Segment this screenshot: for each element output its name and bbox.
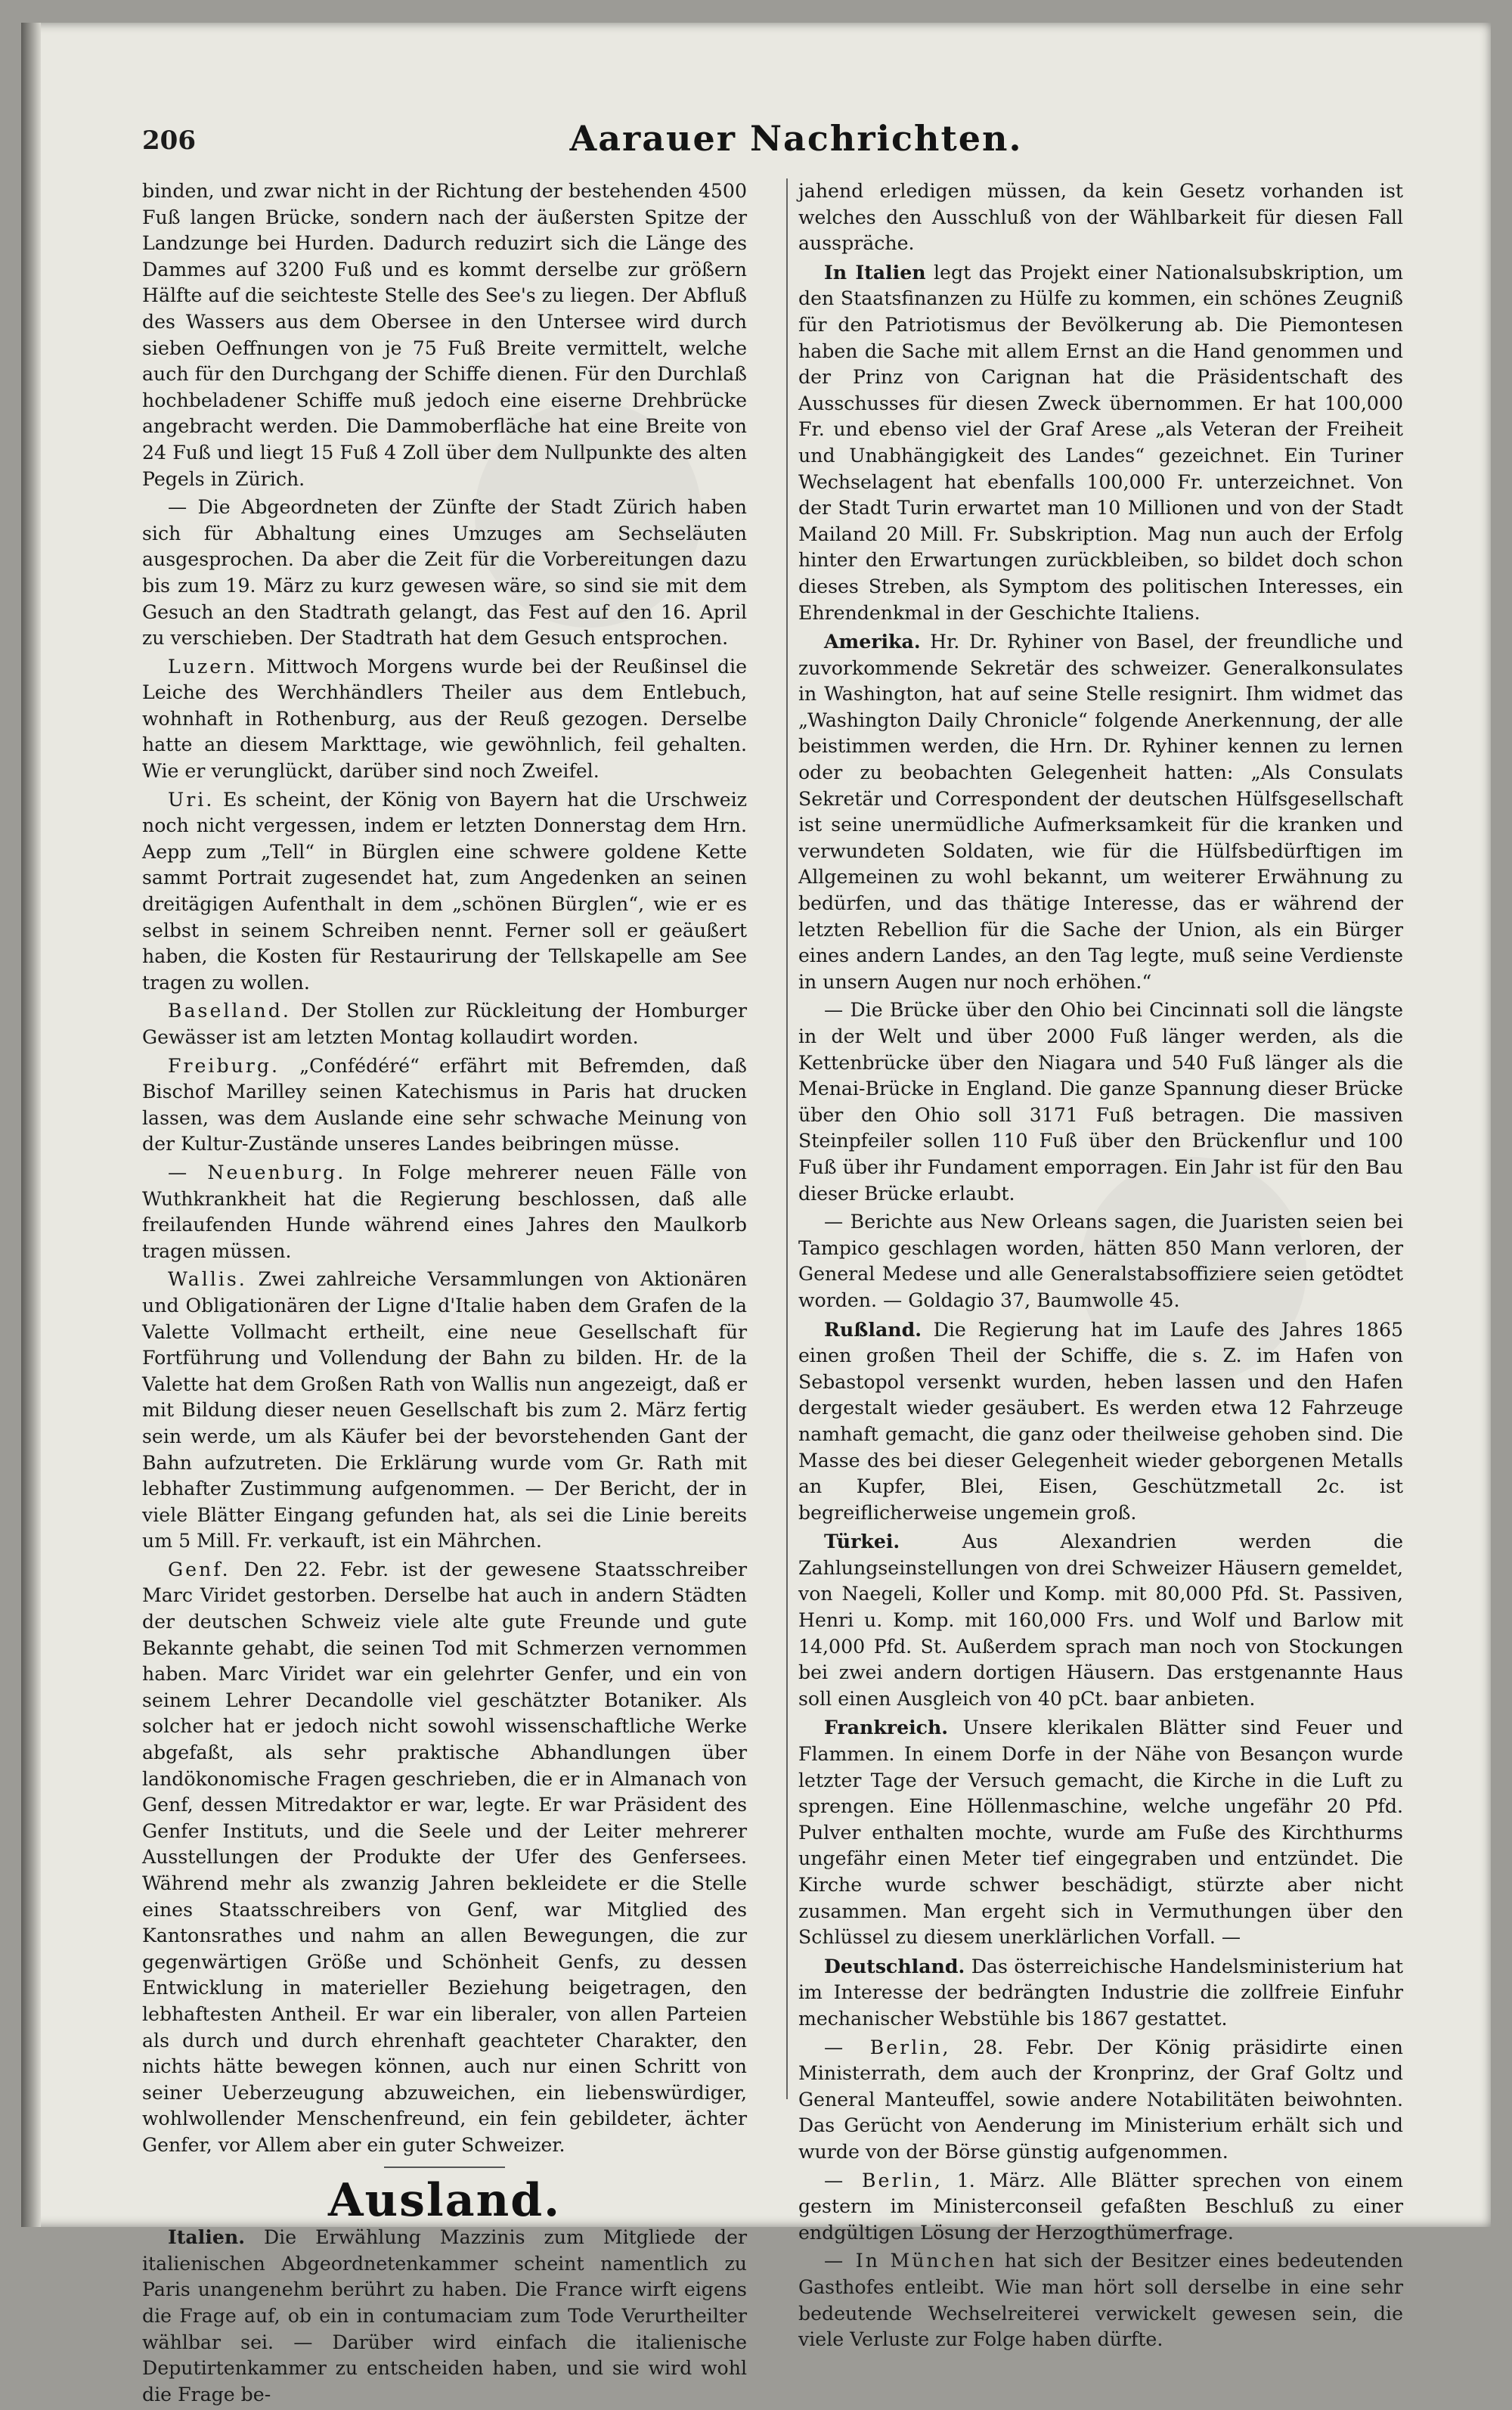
paragraph-text: 28. Febr. Der König präsidirte einen Ministerrath, dem auch der Kronprinz, der Graf Goltz und General Manteuffel, sowie andere Notabilitäten beiwohnten. Das Gerücht von Aenderung im Ministerium erhält sich und wurde von der Börse günstig aufgenommen.: [798, 2036, 1403, 2163]
article-paragraph: [798, 1714, 1403, 1950]
dateline: — Berlin,: [824, 2036, 951, 2058]
paragraph-text: Es scheint, der König von Bayern hat die Urschweiz noch nicht vergessen, indem er letzten Donnerstag dem Hrn. Aepp zum „Tell“ in Bürglen eine schwere goldene Kette sammt Portrait zugesendet hat, zum Angedenken an seinen dreitägigen Aufenthalt in dem „schönen Bürglen“, wie er es selbst in seinem Schreiben nennt. Ferner soll er geäußert haben, die Kosten für Restaurirung der Tellskapelle am See tragen zu wollen.: [142, 788, 747, 994]
dateline: Genf.: [168, 1558, 231, 1580]
paragraph-text: legt das Projekt einer Nationalsubskription, um den Staatsfinanzen zu Hülfe zu kommen, ein schönes Zeugniß für den Patriotismus der Bevölkerung ab. Die Piemontesen haben die Sache mit allem Ernst an die Hand genommen und der Prinz von Carignan hat die Präsidentschaft des Ausschusses für diesen Zweck übernommen. Er hat 100,000 Fr. und ebenso viel der Graf Arese „als Veteran der Freiheit und Unabhängigkeit des Landes“ gezeichnet. Ein Turiner Wechselagent hat ebenfalls 100,000 Fr. unterzeichnet. Von der Stadt Turin erwartet man 10 Millionen und von der Stadt Mailand 20 Mill. Fr. Subskription. Mag nun auch der Erfolg hinter den Erwartungen zurückbleiben, so bildet doch schon dieses Streben, als Symptom des politischen Interesses, ein Ehrendenkmal in der Geschichte Italiens.: [798, 261, 1403, 624]
page-header: [142, 115, 1450, 168]
paragraph-text: Mittwoch Morgens wurde bei der Reußinsel die Leiche des Werchhändlers Theiler aus dem Entlebuch, wohnhaft in Rothenburg, aus der Reuß gezogen. Derselbe hatte an diesem Markttage, wie gewöhnlich, feil gehalten. Wie er verunglückt, darüber sind noch Zweifel.: [142, 655, 747, 783]
dateline: — Berlin,: [824, 2169, 943, 2191]
article-paragraph: [142, 787, 747, 997]
paragraph-text: „Confédéré“ erfährt mit Befremden, daß Bischof Marilley seinen Katechismus in Paris hat drucken lassen, was dem Auslande eine sehr schwache Meinung von der Kultur-Zustände unseres Landes beibringen müsse.: [142, 1054, 747, 1155]
dateline: In Italien: [824, 260, 926, 284]
article-paragraph: — Die Abgeordneten der Zünfte der Stadt Zürich haben sich für Abhaltung eines Umzuges am Sechseläuten ausgesprochen. Da aber die Zeit für die Vorbereitungen dazu bis zum 19. März zu kurz gewesen wäre, so sind sie mit dem Gesuch an den Stadtrath gelangt, das Fest auf den 16. April zu verschieben. Der Stadtrath hat dem Gesuch entsprochen.: [142, 496, 747, 650]
dateline: Luzern.: [168, 655, 258, 678]
paragraph-text: Die Regierung hat im Laufe des Jahres 1865 einen großen Theil der Schiffe, die s. Z. im Hafen von Sebastopol versenkt wurden, heben lassen und den Hafen dergestalt wieder gesäubert. Es werden etwa 12 Fahrzeuge namhaft gemacht, die ganz oder theilweise gehoben sind. Die Masse des bei dieser Gelegenheit wieder geborgenen Metalls an Kupfer, Blei, Eisen, Geschützmetall 2c. ist begreiflicherweise ungemein groß.: [798, 1318, 1403, 1524]
paragraph-text: Das österreichische Handelsministerium hat im Interesse der bedrängten Industrie die zollfreie Einfuhr mechanischer Webstühle bis 1867 gestattet.: [798, 1955, 1403, 2030]
article-paragraph: [142, 1557, 747, 2159]
article-paragraph: [142, 2224, 747, 2408]
paragraph-text: 1. März. Alle Blätter sprechen von einem gestern im Ministerconseil gefaßten Beschluß zu einer endgültigen Lösung der Herzogthümerfrage.: [798, 2169, 1403, 2244]
article-paragraph: [798, 1953, 1403, 2033]
article-paragraph: [798, 628, 1403, 995]
paragraph-text: Unsere klerikalen Blätter sind Feuer und Flammen. In einem Dorfe in der Nähe von Besançon wurde letzter Tage der Versuch gemacht, die Kirche in die Luft zu sprengen. Eine Höllenmaschine, welche ungefähr 20 Pfd. Pulver enthalten mochte, wurde am Fuße des Kirchthurms ungefähr einen Meter tief eingegraben und entzündet. Die Kirche wurde schwer beschädigt, stürzte aber nicht zusammen. Man ergeht sich in Vermuthungen über den Schlüssel zu diesem unerklärlichen Vorfall. —: [798, 1717, 1403, 1949]
article-paragraph: [798, 1317, 1403, 1527]
paragraph-text: hat sich der Besitzer eines bedeutenden Gasthofes entleibt. Wie man hört soll derselbe in eine sehr bedeutende Wechselreiterei verwickelt gewesen sein, die viele Verluste zur Folge haben dürfte.: [798, 2250, 1403, 2351]
page-number: 206: [142, 126, 196, 156]
section-heading: Ausland.: [327, 2173, 562, 2227]
paragraph-text: Den 22. Febr. ist der gewesene Staatsschreiber Marc Viridet gestorben. Derselbe hat auch in andern Städten der deutschen Schweiz viele alte gute Freunde und gute Bekannte gehabt, die seinen Tod mit Schmerzen vernommen haben. Marc Viridet war ein gelehrter Genfer, und ein von seinem Lehrer Decandolle viel geschätzter Botaniker. Als solcher hat er jedoch nicht sowohl wissenschaftliche Werke abgefaßt, als sehr praktische Abhandlungen über landökonomische Fragen geschrieben, die er in Almanach von Genf, dessen Mitredaktor er war, legte. Er war Präsident des Genfer Instituts, und die Seele und der Leiter mehrerer Ausstellungen der Produkte der Ufer des Genfersees. Während mehr als zwanzig Jahren bekleidete er die Stelle eines Staatsschreibers von Genf, war Mitglied des Kantonsrathes und nahm an allen Bewegungen, die zur gegenwärtigen Größe und Schönheit Genfs, zu dessen Entwicklung in materieller Beziehung beigetragen, den lebhaftesten Antheil. Er war ein liberaler, von allen Parteien als durch und durch ehrenhaft geachteter Charakter, den nichts hätte bewegen können, auch nur einen Schritt von seiner Ueberzeugung abzuweichen, ein liebenswürdiger, wohlwollender Menschenfreund, ein fein gebildeter, ächter Genfer, vor Allem aber ein guter Schweizer.: [142, 1558, 747, 2156]
article-paragraph: jahend erledigen müssen, da kein Gesetz vorhanden ist welches den Ausschluß von der Wählbarkeit für diesen Fall ausspräche.: [798, 180, 1403, 255]
article-paragraph: [798, 2248, 1403, 2353]
dateline: Baselland.: [168, 1000, 291, 1022]
dateline: Frankreich.: [824, 1716, 949, 1739]
left-column: [142, 178, 747, 2410]
page-binding: [21, 23, 41, 2227]
dateline: — Neuenburg.: [168, 1161, 346, 1183]
dateline: Türkei.: [824, 1530, 900, 1553]
article-paragraph: [142, 1160, 747, 1264]
paragraph-text: Die Erwählung Mazzinis zum Mitgliede der italienischen Abgeordnetenkammer scheint namentlich zu Paris unangenehm berührt zu haben. Die France wirft eigens die Frage auf, ob ein in contumaciam zum Tode Verurtheilter wählbar sei. — Darüber wird einfach die italienische Deputirtenkammer zu entscheiden haben, und sie wird wohl die Frage be-: [142, 2226, 747, 2405]
dateline: Uri.: [168, 788, 215, 811]
paragraph-text: Der Stollen zur Rückleitung der Homburger Gewässer ist am letzten Montag kollaudirt worden.: [142, 1000, 747, 1048]
dateline: Freiburg.: [168, 1054, 280, 1077]
paragraph-text: Zwei zahlreiche Versammlungen von Aktionären und Obligationären der Ligne d'Italie haben dem Grafen de la Valette Vollmacht ertheilt, eine neue Gesellschaft für Fortführung und Vollendung der Bahn zu bilden. Hr. de la Valette hat dem Großen Rath von Wallis nun angezeigt, daß er mit Bildung dieser neuen Gesellschaft bis zum 2. März fertig sein werde, um als Käufer bei der bevorstehenden Gant der Bahn aufzutreten. Die Erklärung wurde vom Gr. Rath mit lebhafter Zustimmung aufgenommen. — Der Bericht, der in viele Blätter Eingang gefunden hat, als sei die Linie bereits um 5 Mill. Fr. verkauft, ist ein Mährchen.: [142, 1268, 747, 1552]
paragraph-text: Hr. Dr. Ryhiner von Basel, der freundliche und zuvorkommende Sekretär des schweizer. Generalkonsulates in Washington, hat auf seine Stelle resignirt. Ihm widmet das „Washington Daily Chronicle“ folgende Anerkennung, der alle beistimmen werden, die Hrn. Dr. Ryhiner kennen zu lernen oder zu beobachten Gelegenheit hatten: „Als Consulats Sekretär und Correspondent der deutschen Hülfsgesellschaft ist seine unermüdliche Aufmerksamkeit für die kranken und verwundeten Soldaten, wie für die Hülfsbedürftigen im Allgemeinen zu wohl bekannt, um weiterer Erwähnung zu bedürfen, und das thätige Interesse, das er während der letzten Rebellion für die Sache der Union, als ein Bürger eines andern Landes, an den Tag legte, muß seine Verdienste in unsern Augen nur noch erhöhen.“: [798, 631, 1403, 993]
dateline: Rußland.: [824, 1317, 922, 1341]
article-paragraph: [142, 1053, 747, 1158]
section-divider: [384, 2167, 505, 2168]
article-paragraph: [142, 1267, 747, 1555]
dateline: Italien.: [168, 2225, 245, 2249]
newspaper-title: Aarauer Nachrichten.: [569, 118, 1023, 159]
article-paragraph: [142, 654, 747, 785]
paragraph-text: In Folge mehrerer neuen Fälle von Wuthkrankheit hat die Regierung beschlossen, daß alle freilaufenden Hunde während eines Jahres den Maulkorb tragen müssen.: [142, 1161, 747, 1262]
article-paragraph: [142, 998, 747, 1050]
article-paragraph: [798, 259, 1403, 626]
article-paragraph: [798, 2035, 1403, 2166]
article-paragraph: [798, 2168, 1403, 2247]
dateline: Amerika.: [824, 630, 921, 653]
dateline: — In München: [824, 2250, 997, 2272]
newspaper-page: [21, 23, 1491, 2405]
dateline: Wallis.: [168, 1268, 247, 1291]
dateline: Deutschland.: [824, 1954, 965, 1977]
article-paragraph: binden, und zwar nicht in der Richtung der bestehenden 4500 Fuß langen Brücke, sondern nach der äußersten Spitze der Landzunge bei Hurden. Dadurch reduzirt sich die Länge des Dammes auf 3200 Fuß und es kommt derselbe zur größern Hälfte auf die seichteste Stelle des See's zu liegen. Der Abfluß des Wassers aus dem Obersee in den Untersee wird durch sieben Oeffnungen von je 75 Fuß Breite vermittelt, welche auch für den Durchgang der Schiffe dienen. Für den Durchlaß hochbeladener Schiffe muß jedoch eine eiserne Drehbrücke angebracht werden. Die Dammoberfläche hat eine Breite von 24 Fuß und liegt 15 Fuß 4 Zoll über dem Nullpunkte des alten Pegels in Zürich.: [142, 180, 747, 490]
article-paragraph: — Berichte aus New Orleans sagen, die Juaristen seien bei Tampico geschlagen worden, hätten 850 Mann verloren, der General Medese und alle Generalstabsoffiziere seien getödtet worden. — Goldagio 37, Baumwolle 45.: [798, 1211, 1403, 1311]
right-column: [798, 178, 1403, 2356]
article-paragraph: — Die Brücke über den Ohio bei Cincinnati soll die längste in der Welt und über 2000 Fuß länger werden, als die Kettenbrücke über den Niagara und 540 Fuß länger als die Menai-Brücke in England. Die ganze Spannung dieser Brücke über den Ohio soll 3171 Fuß betragen. Die massiven Steinpfeiler sollen 110 Fuß über den Brückenflur und 100 Fuß über ihr Fundament emporragen. Ein Jahr ist für den Bau dieser Brücke erlaubt.: [798, 999, 1403, 1205]
article-paragraph: [798, 1528, 1403, 1712]
paragraph-text: Aus Alexandrien werden die Zahlungseinstellungen von drei Schweizer Häusern gemeldet, von Naegeli, Koller und Komp. mit 80,000 Pfd. St. Passiven, Henri u. Komp. mit 160,000 Frs. und Wolf und Barlow mit 14,000 Pfd. St. Außerdem sprach man noch von Stockungen bei zwei andern dortigen Häusern. Das erstgenannte Haus soll einen Ausgleich von 40 pCt. baar anbieten.: [798, 1531, 1403, 1710]
column-rule: [786, 178, 788, 2099]
